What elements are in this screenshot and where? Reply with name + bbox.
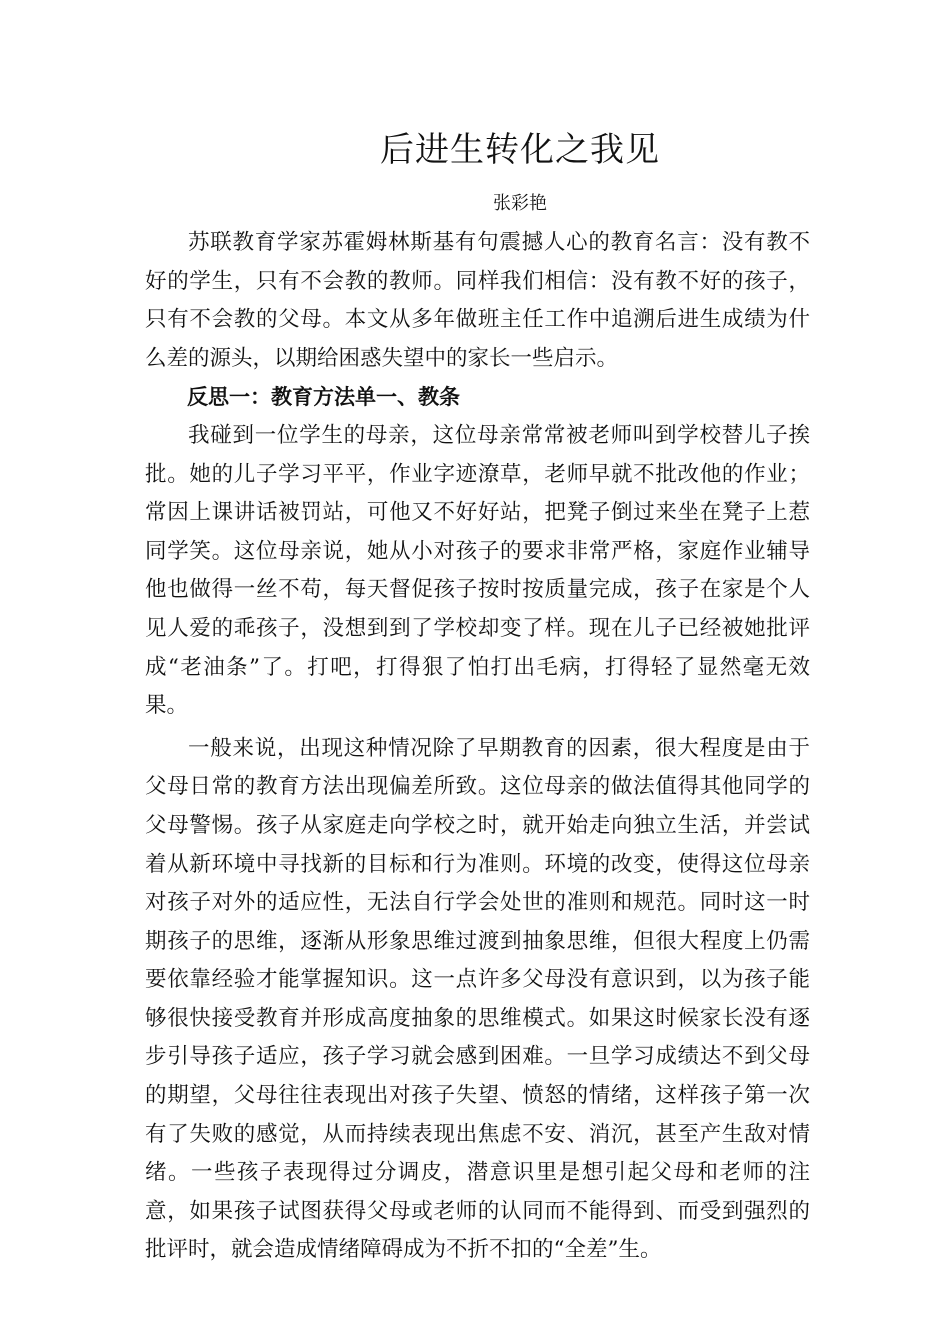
document-body — [145, 224, 810, 1270]
document-title: 后进生转化之我见 — [380, 130, 660, 170]
intro-paragraph: 苏联教育学家苏霍姆林斯基有句震撼人心的教育名言：没有教不好的学生，只有不会教的教师。同样我们相信：没有教不好的孩子，只有不会教的父母。本文从多年做班主任工作中追溯后进生成绩为什么差的源头，以期给困惑失望中的家长一些启示。 — [145, 230, 810, 371]
section1-paragraph-2: 一般来说，出现这种情况除了早期教育的因素，很大程度是由于父母日常的教育方法出现偏差所致。这位母亲的做法值得其他同学的父母警惕。孩子从家庭走向学校之时，就开始走向独立生活，并尝试着从新环境中寻找新的目标和行为准则。环境的改变，使得这位母亲对孩子对外的适应性，无法自行学会处世的准则和规范。同时这一时期孩子的思维，逐渐从形象思维过渡到抽象思维，但很大程度上仍需要依靠经验才能掌握知识。这一点许多父母没有意识到，以为孩子能够很快接受教育并形成高度抽象的思维模式。如果这时候家长没有逐步引导孩子适应，孩子学习就会感到困难。一旦学习成绩达不到父母的期望，父母往往表现出对孩子失望、愤怒的情绪，这样孩子第一次有了失败的感觉，从而持续表现出焦虑不安、消沉，甚至产生敌对情绪。一些孩子表现得过分调皮，潜意识里是想引起父母和老师的注意，如果孩子试图获得父母或老师的认同而不能得到、而受到强烈的批评时，就会造成情绪障碍成为不折不扣的“全差”生。 — [145, 735, 810, 1263]
author-name: 张彩艳 — [493, 193, 547, 214]
section1-paragraph-1: 我碰到一位学生的母亲，这位母亲常常被老师叫到学校替儿子挨批。她的儿子学习平平，作业字迹潦草，老师早就不批改他的作业；常因上课讲话被罚站，可他又不好好站，把凳子倒过来坐在凳子上惹同学笑。这位母亲说，她从小对孩子的要求非常严格，家庭作业辅导他也做得一丝不苟，每天督促孩子按时按质量完成，孩子在家是个人见人爱的乖孩子，没想到到了学校却变了样。现在儿子已经被她批评成“老油条”了。打吧，打得狠了怕打出毛病，打得轻了显然毫无效果。 — [145, 422, 810, 719]
section-heading-1: 反思一：教育方法单一、教条 — [187, 385, 460, 410]
